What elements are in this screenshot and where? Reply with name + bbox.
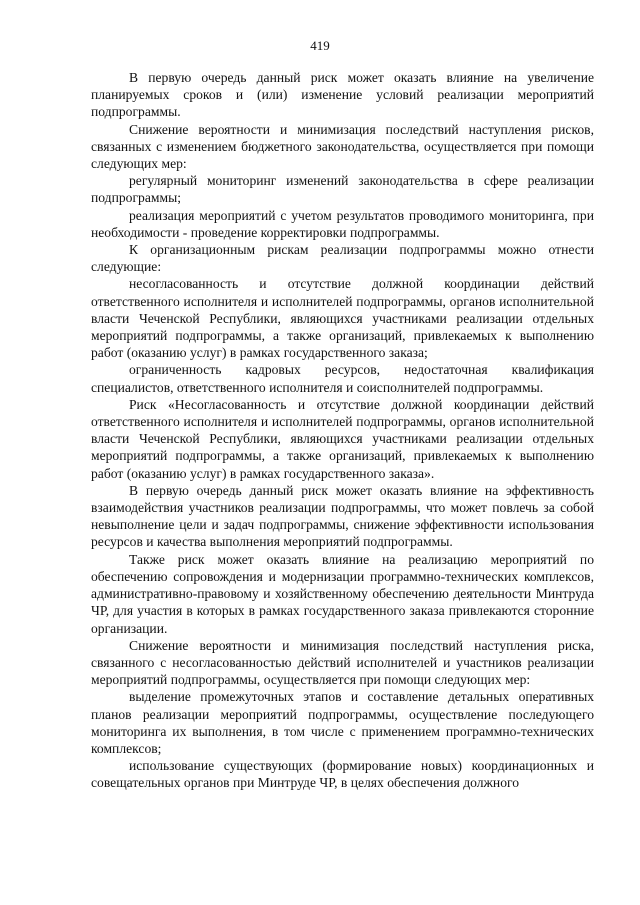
list-item: ограниченность кадровых ресурсов, недостаточная квалификация специалистов, ответственного исполнителя и соисполнителей подпрограммы.	[91, 362, 594, 395]
document-body	[91, 69, 594, 792]
paragraph: Также риск может оказать влияние на реализацию мероприятий по обеспечению сопровождения и модернизации программно-технических комплексов, административно-правовому и хозяйственному обеспечению деятельности Минтруда ЧР, для участия в которых в рамках государственного заказа привлекаются сторонние организации.	[91, 551, 594, 636]
paragraph: Риск «Несогласованность и отсутствие должной координации действий ответственного исполнителя и исполнителей подпрограммы, органов исполнительной власти Чеченской Республики, являющихся участниками реализации отдельных мероприятий подпрограммы, а также организаций, привлекаемых к выполнению работ (оказанию услуг) в рамках государственного заказа».	[91, 396, 594, 481]
paragraph: В первую очередь данный риск может оказать влияние на эффективность взаимодействия участников реализации подпрограммы, что может повлечь за собой невыполнение цели и задач подпрограммы, снижение эффективности использования ресурсов и качества выполнения мероприятий подпрограммы.	[91, 482, 594, 550]
list-item: использование существующих (формирование новых) координационных и совещательных органов при Минтруде ЧР, в целях обеспечения должного	[91, 758, 594, 791]
paragraph: К организационным рискам реализации подпрограммы можно отнести следующие:	[91, 242, 594, 275]
page-number: 419	[310, 38, 330, 53]
list-item: реализация мероприятий с учетом результатов проводимого мониторинга, при необходимости - проведение корректировки подпрограммы.	[91, 207, 594, 240]
paragraph: Снижение вероятности и минимизация последствий наступления рисков, связанных с изменением бюджетного законодательства, осуществляется при помощи следующих мер:	[91, 121, 594, 172]
paragraph: Снижение вероятности и минимизация последствий наступления риска, связанного с несогласованностью действий исполнителей и участников реализации мероприятий подпрограммы, осуществляется при помощи следующих мер:	[91, 637, 594, 688]
list-item: выделение промежуточных этапов и составление детальных оперативных планов реализации мероприятий подпрограммы, осуществление последующего мониторинга их выполнения, в том числе с применением программно-технических комплексов;	[91, 689, 594, 756]
list-item: несогласованность и отсутствие должной координации действий ответственного исполнителя и исполнителей подпрограммы, органов исполнительной власти Чеченской Республики, являющихся участниками реализации отдельных мероприятий подпрограммы, а также организаций, привлекаемых к выполнению работ (оказанию услуг) в рамках государственного заказа;	[91, 276, 594, 361]
paragraph: В первую очередь данный риск может оказать влияние на увеличение планируемых сроков и (или) изменение условий реализации мероприятий подпрограммы.	[91, 70, 594, 120]
list-item: регулярный мониторинг изменений законодательства в сфере реализации подпрограммы;	[91, 173, 594, 206]
